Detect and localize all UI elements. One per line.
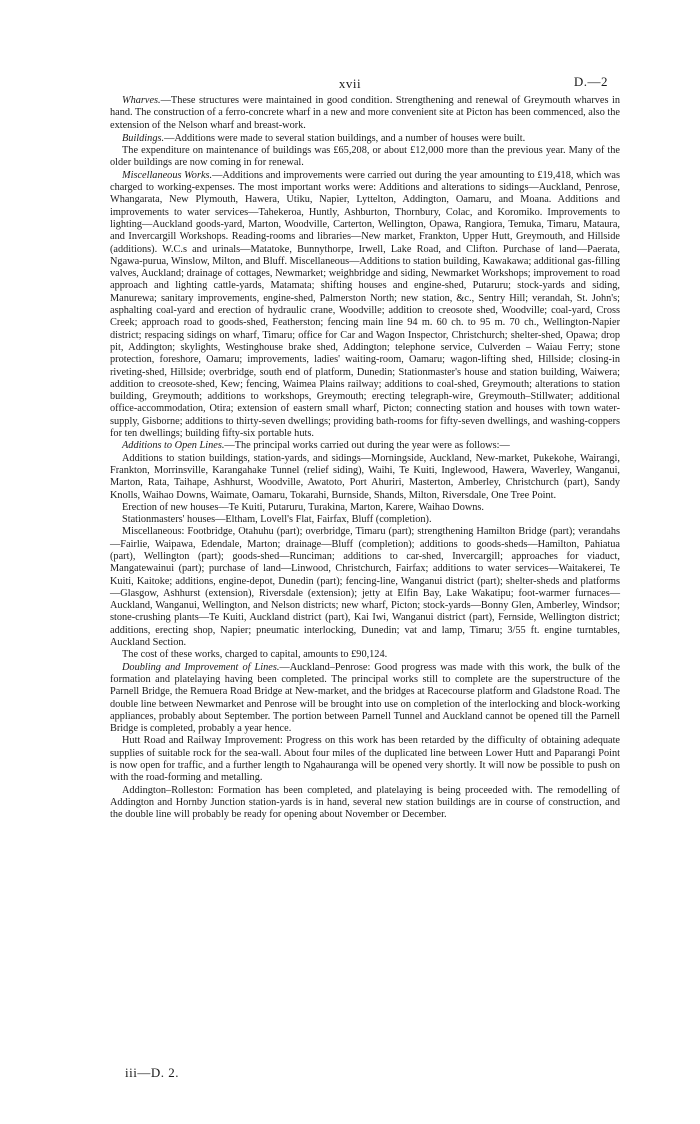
paragraph-text: The cost of these works, charged to capital, amounts to £90,124. <box>122 649 388 661</box>
paragraph-buildings <box>110 133 620 145</box>
paragraph-text: —Additions and improvements were carried out during the year amounting to £19,418, which was charged to working-expenses. The most important works were: Additions and alterations to sidings—Auckland, Penrose, Whangarata, New Plymouth, Hawera, Utiku, Napier, Lyttelton, Addington, Oamaru, and Moana. Additions and improvements to water services—Tahekeroa, Huntly, Ashburton, Thornbury, Colac, and Koromiko. Improvements to lighting—Auckland goods-yard, Marton, Woodville, Carterton, Wellington, Opawa, Rangiora, Temuka, Timaru, Mataura, and Invercargill Workshops. Reading-rooms and libraries—New market, Frankton, Upper Hutt, Greymouth, and Hillside (additions). W.C.s and urinals—Matatoke, Bunnythorpe, Irwell, Lake Road, and Clifton. Purchase of land—Paerata, Ngawa-purua, Winslow, Milton, and Bluff. Miscellaneous—Additions to station building, Kawakawa; additional gas-filling valves, Auckland; drainage of cottages, Newmarket; weighbridge and siding, Newmarket Workshops; improvement to road approach and lighting cattle-yards, Matamata; shifting houses and engine-shed, Putaruru; stock-yards and siding, Manurewa; sanitary improvements, engine-shed, Palmerston North; new station, &c., Sentry Hill; verandah, St. John's; asphalting coal-yard and erection of hydraulic crane, Woodville; addition to creosote shed, Woodville; coal-yard, Cross Creek; approach road to goods-shed, Featherston; fencing main line 94 m. 60 ch. to 95 m. 70 ch., Wellington-Napier district; respacing sidings on wharf, Timaru; office for Car and Wagon Inspector, Christchurch; shelter-shed, Opawa; drop pit, Addington; skylights, Westinghouse brake shed, Addington; telephone service, Culverden – Waiau Ferry; stone protection, foreshore, Oamaru; improvements, ladies' waiting-room, Oamaru; wagon-lifting shed, Hillside; closing-in riveting-shed, Hillside; overbridge, south end of platform, Dunedin; Stationmaster's house and station building, Waiwera; addition to creosote-shed, Kew; fencing, Waimea Plains railway; additions to coal-shed, Greymouth; alterations to station building, Greymouth; additions to workshops, Greymouth; erecting telegraph-wire, Greymouth–Stillwater; additional office-accommodation, Otira; extension of eastern small wharf, Picton; connecting station and houses with town water-supply, Gisborne; additions to thirty-seven dwellings; providing bath-rooms for fifty-seven dwellings, and washing-coppers for ten dwellings; building fifty-six portable huts. <box>110 169 620 440</box>
paragraph-text: —The principal works carried out during the year were as follows:— <box>224 440 510 452</box>
paragraph-text: Hutt Road and Railway Improvement: Progress on this work has been retarded by the difficulty of obtaining adequate supplies of suitable rock for the sea-wall. About four miles of the duplicated line between Lower Hutt and Paparangi Point is now open for traffic, and a further length to Ngahauranga will be opened very shortly. It will now be possible to push on with the road-forming and metalling. <box>110 735 620 784</box>
paragraph-text: Addington–Rolleston: Formation has been completed, and platelaying is being proceeded with. The remodelling of Addington and Hornby Junction station-yards is in hand, several new station buildings are in course of construction, and the double line will probably be ready for opening about November or December. <box>110 784 620 821</box>
paragraph-addington-rolleston <box>110 785 620 822</box>
paragraph-hutt-road <box>110 735 620 784</box>
paragraph-text: Erection of new houses—Te Kuiti, Putaruru, Turakina, Marton, Karere, Waihao Downs. <box>122 501 485 513</box>
document-reference: D.—2 <box>573 74 608 89</box>
paragraph-miscellaneous-works <box>110 170 620 441</box>
paragraph-text: Additions to station buildings, station-yards, and sidings—Morningside, Auckland, New-market, Pukekohe, Wairangi, Frankton, Morrinsville, Karangahake Tunnel (relief siding), Waihi, Te Kuiti, Inglewood, Hawera, Waverley, Wanganui, Marton, Rata, Taihape, Ashhurst, Woodville, Awatoto, Port Ahuriri, Masterton, Amberley, Christchurch (part), Sandy Knolls, Waihao Downs, Waimate, Oamaru, Tokarahi, Burnside, Shands, Milton, Riversdale, One Tree Point. <box>110 452 620 501</box>
paragraph-text: —Additions were made to several station buildings, and a number of houses were built. <box>164 132 526 144</box>
page-number: xvii <box>338 76 362 91</box>
paragraph-text: Miscellaneous: Footbridge, Otahuhu (part); overbridge, Timaru (part); strengthening Hamilton Bridge (part); verandahs—Fairlie, Waipawa, Edendale, Marton; drainage—Bluff (completion); additions to goods-sheds—Hamilton, Pahiatua (part), Wellington (part); goods-shed—Runciman; additions to car-shed, Invercargill; approaches for viaduct, Mangatewainui (part); purchase of land—Linwood, Christchurch, Fairfax; additions to water services—Waitakerei, Te Kuiti, Kaitoke; additions, engine-depot, Dunedin (part); fencing-line, Wanganui district (part); shelter-sheds and platforms—Glasgow, Ashhurst (extension), Riversdale (extension); jetty at Elfin Bay, Lake Wakatipu; foot-warmer furnaces—Auckland, Wanganui, Wellington, and Nelson districts; new wharf, Picton; stock-yards—Bonny Glen, Amberley, Windsor; stone-crushing plants—Te Kuiti, Auckland district (part), Kai Iwi, Wanganui district (part), Fernside, Wellington district; additions, erecting shop, Napier; pneumatic interlocking, Dunedin; vat and lamp, Timaru; 3/55 ft. engine turntables, Auckland Section. <box>110 526 620 649</box>
paragraph-capital-cost <box>110 649 620 661</box>
paragraph-lead: Miscellaneous Works. <box>122 169 213 181</box>
paragraph-lead: Doubling and Improvement of Lines. <box>122 661 280 673</box>
paragraph-miscellaneous-capital <box>110 526 620 649</box>
paragraph-doubling-lines <box>110 662 620 736</box>
paragraph-lead: Additions to Open Lines. <box>122 440 225 452</box>
paragraph-lead: Buildings. <box>122 132 165 144</box>
paragraph-station-additions <box>110 453 620 502</box>
paragraph-additions-open-lines <box>110 440 620 452</box>
paragraph-text: —These structures were maintained in good condition. Strengthening and renewal of Greymouth wharves in hand. The construction of a ferro-concrete wharf in a new and more convenient site at Picton has been commenced, also the extension of the Nelson wharf and breast-work. <box>110 95 620 131</box>
paragraph-wharves <box>110 95 620 132</box>
paragraph-new-houses <box>110 502 620 514</box>
paragraph-text: Stationmasters' houses—Eltham, Lovell's Flat, Fairfax, Bluff (completion). <box>122 514 432 526</box>
paragraph-buildings-expenditure <box>110 145 620 170</box>
paragraph-stationmasters-houses <box>110 514 620 526</box>
paragraph-lead: Wharves. <box>122 95 161 106</box>
signature-mark: iii—D. 2. <box>125 1065 179 1080</box>
paragraph-text: The expenditure on maintenance of buildings was £65,208, or about £12,000 more than the previous year. Many of the older buildings are now coming in for renewal. <box>110 145 620 169</box>
paragraph-text: —Auckland–Penrose: Good progress was made with this work, the bulk of the formation and platelaying having been completed. The principal works still to complete are the superstructure of the Parnell Bridge, the Remuera Road Bridge at New-market, and the bridges at Racecourse platform and Gladstone Road. The double line between Newmarket and Penrose will be brought into use on completion of the interlocking and block-working appliances, probably about September. The portion between Parnell Tunnel and Auckland cannot be opened till the Parnell Bridge is completed, probably a year hence. <box>110 661 621 735</box>
body-text <box>110 95 620 822</box>
